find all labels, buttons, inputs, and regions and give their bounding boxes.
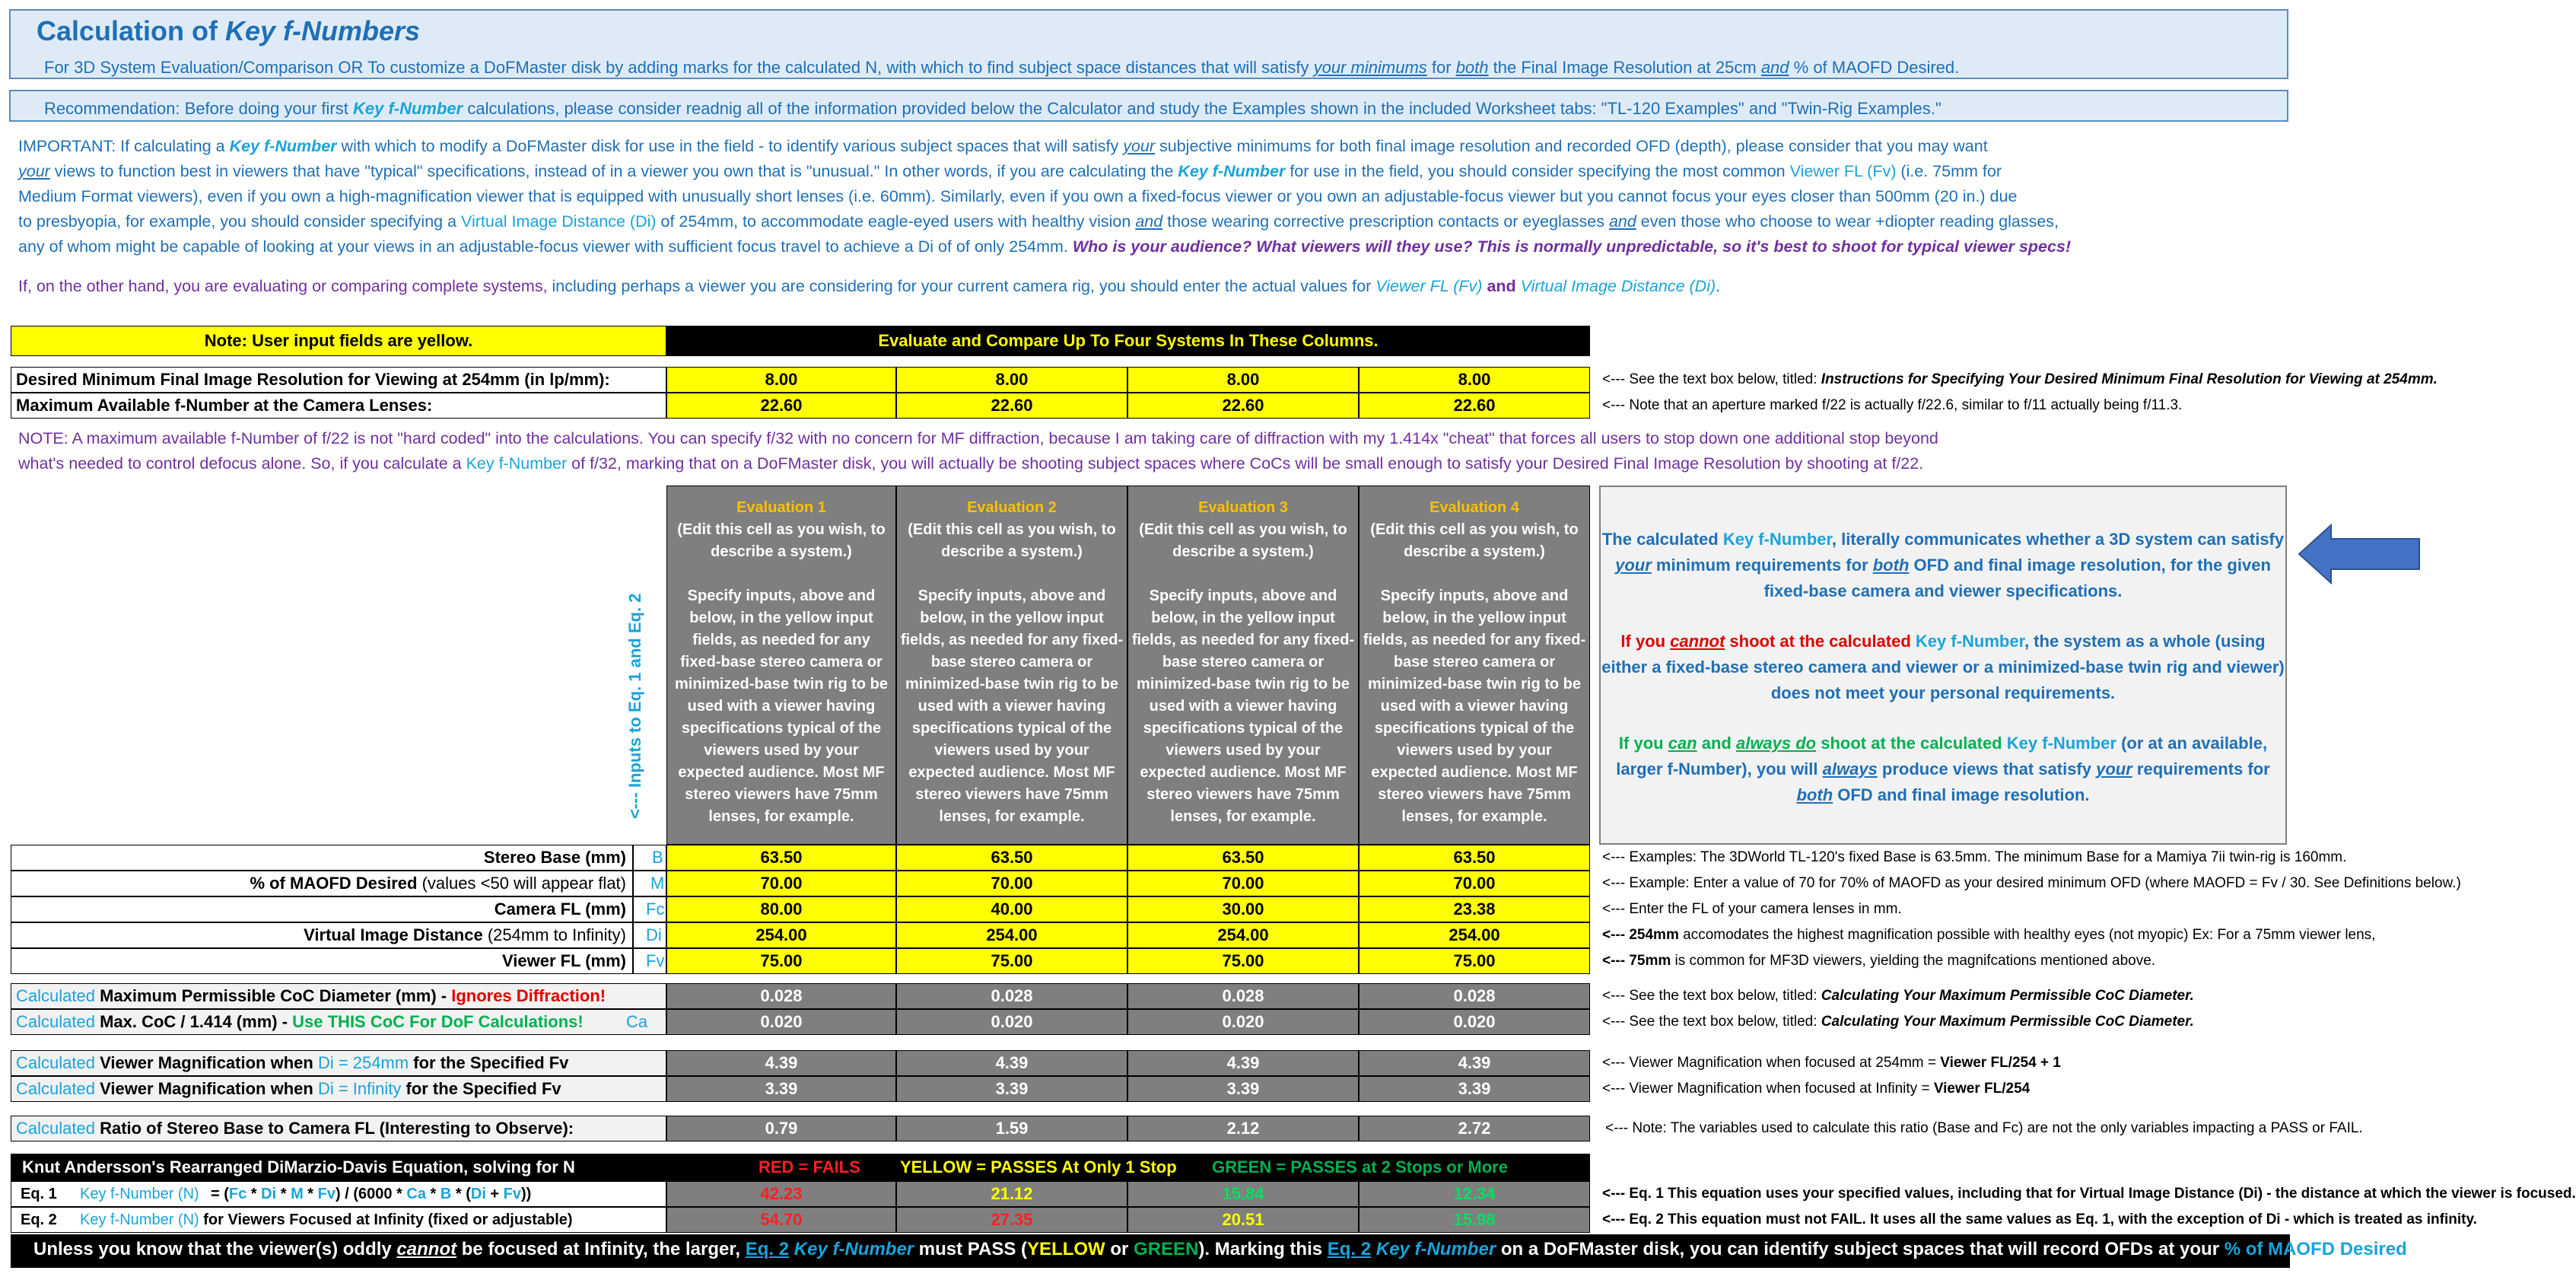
- evaluation-2-body: (Edit this cell as you wish, to describe a system.) Specify inputs, above and below, in the yellow input fields, as needed for any fixed-base stereo camera or minimized-base twin rig to be used with a viewer having specifications typical of the viewers used by your expected audience. Most MF stereo viewers have 75mm lenses, for example.: [900, 521, 1124, 825]
- mag-254-note: <--- Viewer Magnification when focused at 254mm = Viewer FL/254 + 1: [1602, 1055, 2061, 1071]
- ratio-value-3: 2.12: [1127, 1116, 1359, 1141]
- coc-max-value-4: 0.028: [1359, 983, 1590, 1009]
- page-title: Calculation of Key f-Numbers: [37, 15, 421, 46]
- camera-fl-input-2[interactable]: 40.00: [896, 896, 1127, 922]
- evaluation-4-body: (Edit this cell as you wish, to describe a system.) Specify inputs, above and below, in the yellow input fields, as needed for any fixed-base stereo camera or minimized-base twin rig to be used with a viewer having specifications typical of the viewers used by your expected audience. Most MF stereo viewers have 75mm lenses, for example.: [1363, 521, 1586, 825]
- title-box: [9, 9, 2288, 79]
- mag-infinity-value-4: 3.39: [1359, 1076, 1590, 1102]
- coc-adjusted-label: Calculated Max. CoC / 1.414 (mm) - Use THIS CoC For DoF Calculations! Ca: [11, 1009, 666, 1035]
- evaluation-3-body: (Edit this cell as you wish, to describe a system.) Specify inputs, above and below, in the yellow input fields, as needed for any fixed-base stereo camera or minimized-base twin rig to be used with a viewer having specifications typical of the viewers used by your expected audience. Most MF stereo viewers have 75mm lenses, for example.: [1131, 521, 1355, 825]
- stereo-base-symbol: B: [633, 845, 666, 871]
- coc-max-note: <--- See the text box below, titled: Calculating Your Maximum Permissible CoC Diameter.: [1602, 988, 2194, 1004]
- evaluation-3-title: Evaluation 3: [1198, 499, 1288, 516]
- legend-red: RED = FAILS: [758, 1157, 860, 1177]
- equation-title: Knut Andersson's Rearranged DiMarzio-Davis Equation, solving for N: [22, 1157, 575, 1177]
- max-fnumber-label: Maximum Available f-Number at the Camera Lenses:: [11, 393, 666, 419]
- coc-max-value-3: 0.028: [1127, 983, 1359, 1009]
- key-fnumber-info-box: [1599, 486, 2287, 845]
- coc-max-value-1: 0.028: [666, 983, 896, 1009]
- viewer-fl-input-3[interactable]: 75.00: [1127, 948, 1359, 974]
- image-distance-note: <--- 254mm accomodates the highest magnification possible with healthy eyes (not myopic) Ex: For a 75mm viewer lens,: [1602, 927, 2376, 943]
- mag-254-label: Calculated Viewer Magnification when Di = 254mm for the Specified Fv: [11, 1050, 666, 1076]
- stereo-base-input-2[interactable]: 63.50: [896, 845, 1127, 871]
- note-max-fnumber: [18, 426, 1938, 476]
- eq2-label: Eq. 2 Key f-Number (N) for Viewers Focused at Infinity (fixed or adjustable): [11, 1207, 666, 1233]
- info-box-paragraph-3: If you can and always do shoot at the calculated Key f-Number (or at an available, larger f-Number), you will always produce views that satisfy your requirements for both OFD and final image resolution.: [1616, 734, 2270, 804]
- max-fnumber-input-4[interactable]: 22.60: [1359, 393, 1590, 419]
- maofd-symbol: M: [633, 871, 666, 896]
- inputs-vertical-label: <--- Inputs to Eq. 1 and Eq. 2: [625, 593, 644, 819]
- evaluation-4-title: Evaluation 4: [1430, 499, 1519, 516]
- info-box-paragraph-1: The calculated Key f-Number, literally communicates whether a 3D system can satisfy your minimum requirements for both OFD and final image resolution, for the given fixed-base camera and viewer specifications.: [1601, 530, 2285, 600]
- mag-infinity-note: <--- Viewer Magnification when focused at Infinity = Viewer FL/254: [1602, 1081, 2031, 1097]
- coc-adjusted-value-2: 0.020: [896, 1009, 1127, 1035]
- eq2-value-3: 20.51: [1127, 1207, 1359, 1233]
- image-distance-input-1[interactable]: 254.00: [666, 922, 896, 948]
- evaluation-2-description[interactable]: [896, 486, 1127, 845]
- image-distance-symbol: Di: [633, 922, 666, 948]
- legend-green: GREEN = PASSES at 2 Stops or More: [1212, 1157, 1508, 1177]
- camera-fl-input-1[interactable]: 80.00: [666, 896, 896, 922]
- bottom-summary-bar: Unless you know that the viewer(s) oddly cannot be focused at Infinity, the larger, Eq. 2 Key f-Number must PASS (YELLOW or GREEN). Marking this Eq. 2 Key f-Number on a DoFMaster disk, you can identify subject spaces that will record OFDs at your % of MAOFD Desired.: [11, 1234, 2290, 1268]
- left-arrow-icon: [2299, 524, 2421, 584]
- evaluation-1-description[interactable]: [666, 486, 896, 845]
- note-max-line-1: NOTE: A maximum available f-Number of f/22 is not "hard coded" into the calculations. You can specify f/32 with no concern for MF diffraction, because I am taking care of diffraction with my 1.414x "cheat" that forces all users to stop down one additional stop beyond: [18, 429, 1938, 447]
- coc-max-label: Calculated Maximum Permissible CoC Diameter (mm) - Ignores Diffraction!: [11, 983, 666, 1009]
- eq2-value-2: 27.35: [896, 1207, 1127, 1233]
- mag-infinity-label: Calculated Viewer Magnification when Di = Infinity for the Specified Fv: [11, 1076, 666, 1102]
- coc-max-value-2: 0.028: [896, 983, 1127, 1009]
- eq1-value-1: 42.23: [666, 1181, 896, 1207]
- stereo-base-input-1[interactable]: 63.50: [666, 845, 896, 871]
- maofd-input-1[interactable]: 70.00: [666, 871, 896, 896]
- resolution-input-4[interactable]: 8.00: [1359, 367, 1590, 393]
- eq1-label: Eq. 1 Key f-Number (N) = (Fc * Di * M * Fv) / (6000 * Ca * B * (Di + Fv)): [11, 1181, 666, 1207]
- ratio-value-4: 2.72: [1359, 1116, 1590, 1141]
- camera-fl-input-4[interactable]: 23.38: [1359, 896, 1590, 922]
- evaluation-3-description[interactable]: [1127, 486, 1359, 845]
- mag-254-value-4: 4.39: [1359, 1050, 1590, 1076]
- stereo-base-note: <--- Examples: The 3DWorld TL-120's fixed Base is 63.5mm. The minimum Base for a Mamiya 7ii twin-rig is 160mm.: [1602, 849, 2347, 865]
- mag-infinity-value-1: 3.39: [666, 1076, 896, 1102]
- image-distance-input-2[interactable]: 254.00: [896, 922, 1127, 948]
- important-line-2: your views to function best in viewers that have "typical" specifications, instead of in a viewer you own that is "unusual." In other words, if you are calculating the Key f-Number for use in the field, you should consider specifying the most common Viewer FL (Fv) (i.e. 75mm for: [18, 162, 2002, 180]
- page-subtitle: For 3D System Evaluation/Comparison OR To customize a DoFMaster disk by adding marks for the calculated N, with which to find subject space distances that will satisfy your minimums for both the Final Image Resolution at 25cm and % of MAOFD Desired.: [44, 58, 1960, 77]
- mag-infinity-value-2: 3.39: [896, 1076, 1127, 1102]
- resolution-note: <--- See the text box below, titled: Instructions for Specifying Your Desired Minimum Final Resolution for Viewing at 254mm.: [1602, 371, 2438, 387]
- viewer-fl-symbol: Fv: [633, 948, 666, 974]
- stereo-base-label: Stereo Base (mm): [11, 845, 633, 871]
- mag-254-value-3: 4.39: [1127, 1050, 1359, 1076]
- recommendation-box: Recommendation: Before doing your first Key f-Number calculations, please consider readnig all of the information provided below the Calculator and study the Examples shown in the included Worksheet tabs: "TL-120 Examples" and "Twin-Rig Examples.": [9, 90, 2288, 122]
- mag-254-value-1: 4.39: [666, 1050, 896, 1076]
- important-line-1: IMPORTANT: If calculating a Key f-Number with which to modify a DoFMaster disk for use in the field - to identify various subject spaces that will satisfy your subjective minimums for both final image resolution and recorded OFD (depth), please consider that you may want: [18, 137, 1988, 155]
- important-line-5: any of whom might be capable of looking at your views in an adjustable-focus viewer with sufficient focus travel to achieve a Di of of only 254mm. Who is your audience? What viewers will they use? This is normally unpredictable, so it's best to shoot for typical viewer specs!: [18, 237, 2072, 256]
- coc-adjusted-note: <--- See the text box below, titled: Calculating Your Maximum Permissible CoC Diameter.: [1602, 1014, 2194, 1030]
- camera-fl-input-3[interactable]: 30.00: [1127, 896, 1359, 922]
- eq1-value-2: 21.12: [896, 1181, 1127, 1207]
- important-paragraph: [18, 134, 2071, 260]
- coc-adjusted-value-4: 0.020: [1359, 1009, 1590, 1035]
- equation-header: [11, 1154, 1590, 1181]
- eq2-value-1: 54.70: [666, 1207, 896, 1233]
- viewer-fl-input-2[interactable]: 75.00: [896, 948, 1127, 974]
- viewer-fl-label: Viewer FL (mm): [11, 948, 633, 974]
- evaluate-header: Evaluate and Compare Up To Four Systems In These Columns.: [666, 326, 1590, 356]
- maofd-note: <--- Example: Enter a value of 70 for 70% of MAOFD as your desired minimum OFD (where MAOFD = Fv / 30. See Definitions below.): [1602, 875, 2461, 891]
- camera-fl-note: <--- Enter the FL of your camera lenses in mm.: [1602, 901, 1902, 917]
- eq2-value-4: 15.98: [1359, 1207, 1590, 1233]
- ratio-value-1: 0.79: [666, 1116, 896, 1141]
- resolution-input-1[interactable]: 8.00: [666, 367, 896, 393]
- ratio-note: <--- Note: The variables used to calculate this ratio (Base and Fc) are not the only variables impacting a PASS or FAIL.: [1605, 1120, 2363, 1136]
- ratio-label: Calculated Ratio of Stereo Base to Camera FL (Interesting to Observe):: [11, 1116, 666, 1141]
- maofd-input-2[interactable]: 70.00: [896, 871, 1127, 896]
- evaluation-2-title: Evaluation 2: [967, 499, 1057, 516]
- eq2-note: <--- Eq. 2 This equation must not FAIL. It uses all the same values as Eq. 1, with the exception of Di - which is treated as infinity.: [1602, 1212, 2477, 1227]
- evaluation-1-title: Evaluation 1: [736, 499, 826, 516]
- maofd-label: % of MAOFD Desired (values <50 will appear flat): [11, 871, 633, 896]
- coc-adjusted-value-3: 0.020: [1127, 1009, 1359, 1035]
- viewer-fl-note: <--- 75mm is common for MF3D viewers, yielding the magnifcations mentioned above.: [1602, 953, 2156, 969]
- coc-adjusted-value-1: 0.020: [666, 1009, 896, 1035]
- evaluation-4-description[interactable]: [1359, 486, 1590, 845]
- eq1-value-4: 12.34: [1359, 1181, 1590, 1207]
- max-fnumber-input-1[interactable]: 22.60: [666, 393, 896, 419]
- maofd-input-3[interactable]: 70.00: [1127, 871, 1359, 896]
- legend-yellow: YELLOW = PASSES At Only 1 Stop: [900, 1157, 1177, 1177]
- user-input-note: Note: User input fields are yellow.: [11, 326, 666, 356]
- resolution-input-3[interactable]: 8.00: [1127, 367, 1359, 393]
- maofd-input-4[interactable]: 70.00: [1359, 871, 1590, 896]
- eq1-note: <--- Eq. 1 This equation uses your specified values, including that for Virtual Image Distance (Di) - the distance at which the viewer is focused.: [1602, 1186, 2576, 1202]
- viewer-fl-input-4[interactable]: 75.00: [1359, 948, 1590, 974]
- evaluation-1-body: (Edit this cell as you wish, to describe a system.) Specify inputs, above and below, in the yellow input fields, as needed for any fixed-base stereo camera or minimized-base twin rig to be used with a viewer having specifications typical of the viewers used by your expected audience. Most MF stereo viewers have 75mm lenses, for example.: [674, 521, 889, 825]
- important-line-3: Medium Format viewers), even if you own a high-magnification viewer that is equipped with unusually short lenses (i.e. 60mm). Similarly, even if you own a fixed-focus viewer or you own an adjustable-focus viewer but you cannot focus your eyes closer than 500mm (20 in.) due: [18, 187, 2018, 205]
- image-distance-input-3[interactable]: 254.00: [1127, 922, 1359, 948]
- camera-fl-label: Camera FL (mm): [11, 896, 633, 922]
- ratio-value-2: 1.59: [896, 1116, 1127, 1141]
- mag-254-value-2: 4.39: [896, 1050, 1127, 1076]
- image-distance-input-4[interactable]: 254.00: [1359, 922, 1590, 948]
- if-other-paragraph: If, on the other hand, you are evaluating or comparing complete systems, including perhaps a viewer you are considering for your current camera rig, you should enter the actual values for Viewer FL (Fv) and Virtual Image Distance (Di).: [18, 277, 1721, 295]
- stereo-base-input-4[interactable]: 63.50: [1359, 845, 1590, 871]
- image-distance-label: Virtual Image Distance (254mm to Infinity): [11, 922, 633, 948]
- stereo-base-input-3[interactable]: 63.50: [1127, 845, 1359, 871]
- max-fnumber-input-2[interactable]: 22.60: [896, 393, 1127, 419]
- max-fnumber-note: <--- Note that an aperture marked f/22 is actually f/22.6, similar to f/11 actually being f/11.3.: [1602, 397, 2183, 413]
- note-max-line-2: what's needed to control defocus alone. So, if you calculate a Key f-Number of f/32, marking that on a DoFMaster disk, you will actually be shooting subject spaces where CoCs will be small enough to satisfy your Desired Final Image Resolution by shooting at f/22.: [18, 454, 1924, 473]
- eq1-value-3: 15.84: [1127, 1181, 1359, 1207]
- viewer-fl-input-1[interactable]: 75.00: [666, 948, 896, 974]
- mag-infinity-value-3: 3.39: [1127, 1076, 1359, 1102]
- important-line-4: to presbyopia, for example, you should consider specifying a Virtual Image Distance (Di) of 254mm, to accommodate eagle-eyed users with healthy vision and those wearing corrective prescription contacts or eyeglasses and even those who choose to wear +diopter reading glasses,: [18, 212, 2059, 231]
- camera-fl-symbol: Fc: [633, 896, 666, 922]
- resolution-input-2[interactable]: 8.00: [896, 367, 1127, 393]
- max-fnumber-input-3[interactable]: 22.60: [1127, 393, 1359, 419]
- resolution-label: Desired Minimum Final Image Resolution for Viewing at 254mm (in lp/mm):: [11, 367, 666, 393]
- info-box-paragraph-2: If you cannot shoot at the calculated Key f-Number, the system as a whole (using either a fixed-base stereo camera and viewer or a minimized-base twin rig and viewer) does not meet your personal requirements.: [1601, 632, 2285, 702]
